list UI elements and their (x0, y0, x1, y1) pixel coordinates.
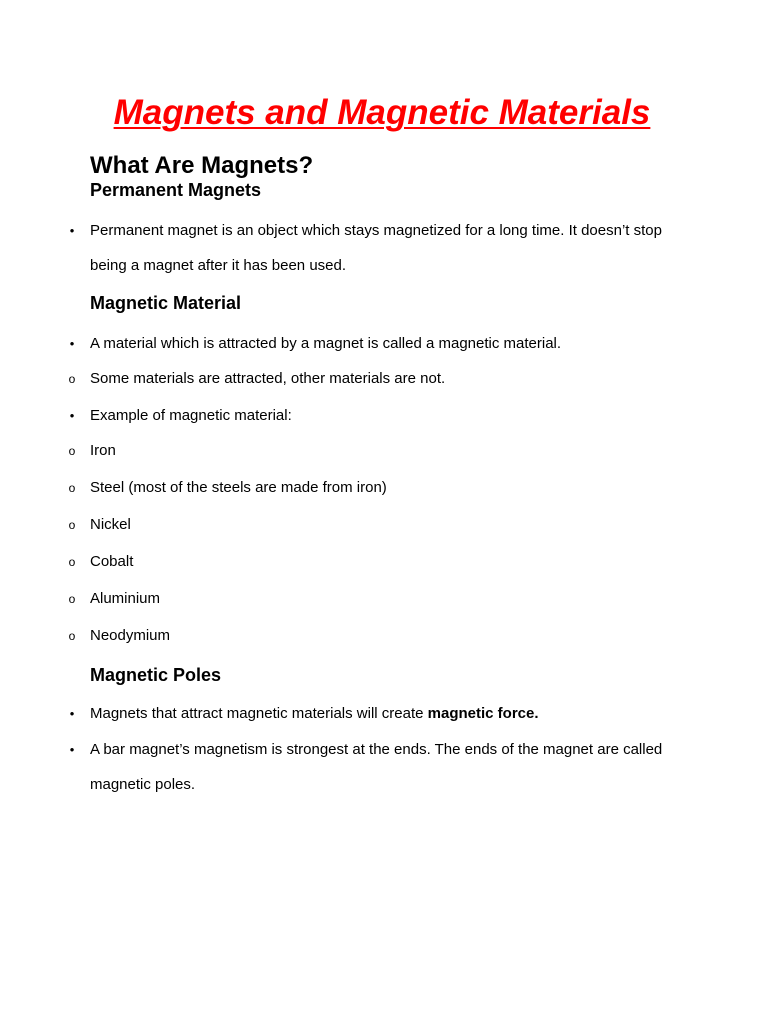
heading-magnetic-material: Magnetic Material (90, 293, 242, 313)
bullet-marker: • (69, 706, 75, 721)
list-item-text-regular: Magnets that attract magnetic materials will create (90, 705, 428, 722)
circle-marker: o (68, 592, 76, 606)
list-item-text: Permanent magnet is an object which stays magnetized for a long time. It doesn’t stop being a magnet after it has been used. (90, 222, 662, 274)
circle-marker: o (68, 518, 76, 532)
bullet-marker: • (69, 223, 75, 238)
list-item-text: Aluminium (90, 590, 161, 607)
circle-marker: o (68, 444, 76, 458)
list-item-text: Iron (90, 442, 116, 459)
circle-marker: o (68, 555, 76, 569)
list-item-text: Nickel (90, 516, 131, 533)
list-item-text: Some materials are attracted, other materials are not. (90, 370, 446, 387)
heading-permanent-magnets: Permanent Magnets (90, 180, 262, 200)
list-item-text: Neodymium (90, 627, 171, 644)
list-item-text: Example of magnetic material: (90, 407, 292, 424)
circle-marker: o (68, 481, 76, 495)
bullet-marker: • (69, 742, 75, 757)
heading-what-are-magnets: What Are Magnets? (90, 152, 314, 179)
list-item-text: Steel (most of the steels are made from iron) (90, 479, 387, 496)
list-item-text (90, 696, 680, 731)
circle-marker: o (68, 372, 76, 386)
list-item-text: Cobalt (90, 553, 134, 570)
document-title: Magnets and Magnetic Materials (113, 93, 651, 132)
list-item-text: A material which is attracted by a magnet is called a magnetic material. (90, 335, 562, 352)
heading-magnetic-poles: Magnetic Poles (90, 665, 222, 685)
bullet-marker: • (69, 408, 75, 423)
list-item-text: A bar magnet’s magnetism is strongest at the ends. The ends of the magnet are called magnetic poles. (90, 741, 663, 793)
magnetic-force-term: magnetic force. (427, 705, 539, 722)
circle-marker: o (68, 629, 76, 643)
bullet-marker: • (69, 336, 75, 351)
